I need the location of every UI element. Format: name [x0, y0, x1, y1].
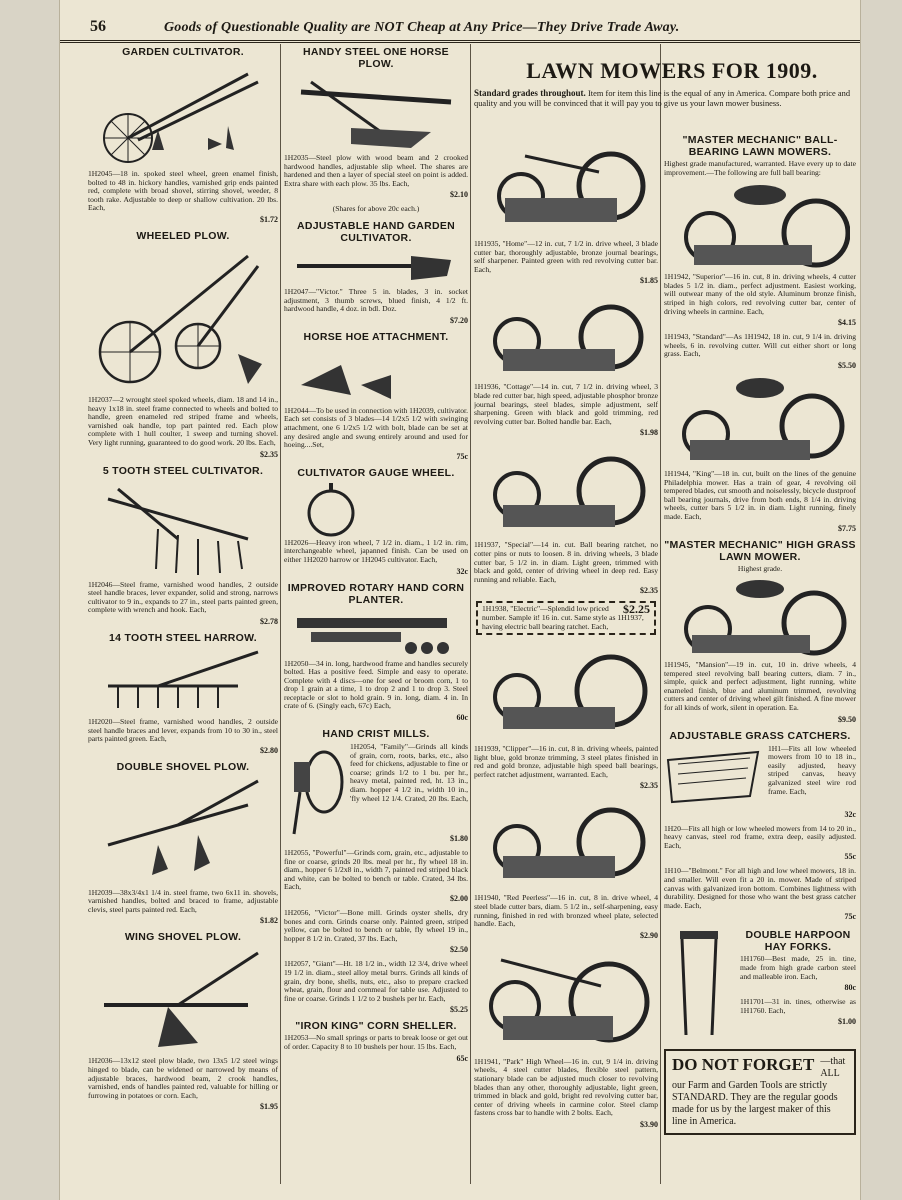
- item-description: 1H2055, "Powerful"—Grinds corn, grain, etc., adjustable to fine or coarse, grinds 20 lbs. meal per hr., fly wheel 18 in. diam., hopper 6 1/2x8 in., width 7, painted red striped black and white, can be bolted to bench or table. Crated, 34 lbs. Each,: [284, 848, 468, 892]
- item-price: $7.20: [450, 315, 468, 325]
- header-tagline: Goods of Questionable Quality are NOT Cheap at Any Price—They Drive Trade Away.: [164, 20, 680, 35]
- item-description: 1H20—Fits all high or low wheeled mowers from 14 to 20 in., heavy canvas, steel rod frame, extra deep, easily adjusted. Each,: [664, 823, 856, 850]
- item-description: 1H1760—Best made, 25 in. tine, made from high grade carbon steel and malleable iron. Each,: [740, 954, 856, 981]
- horse-hoe-illustration: [291, 345, 461, 405]
- item-price: $4.15: [838, 318, 856, 328]
- item-description: 1H2047—"Victor." Three 5 in. blades, 3 in. socket adjustment, 3 thumb screws, blued finish, 4 1/2 ft. hardwood handle, 4 doz. in bdl. Doz.: [284, 286, 468, 314]
- special-mower-illustration: [481, 443, 651, 539]
- item-price: $2.35: [260, 449, 278, 459]
- item-heading: HORSE HOE ATTACHMENT.: [303, 330, 449, 343]
- superior-mower-illustration: [670, 183, 850, 271]
- hand-cultivator-illustration: [291, 246, 461, 286]
- item-heading: HANDY STEEL ONE HORSE PLOW.: [303, 46, 449, 70]
- harrow-illustration: [98, 646, 268, 716]
- column-farm-tools: [88, 44, 278, 1184]
- intro-lead: Standard grades throughout.: [474, 88, 586, 98]
- page-number: 56: [90, 18, 106, 35]
- item-description: 1H1701—31 in. tines, otherwise as 1H1760. Each,: [740, 997, 856, 1015]
- item-description: 1H10—"Belmont." For all high and low wheel mowers, 18 in. and smaller. Will even fit a 20 in. mower. Made of striped canvas with galvanized iron bottom. Combines lightness with durability. Designed for those who want the best grass catcher made. Each,: [664, 866, 856, 910]
- item-heading: DOUBLE SHOVEL PLOW.: [116, 760, 250, 773]
- item-description: 1H2020—Steel frame, varnished wood handles, 2 outside steel handle braces and lever, expands from 10 to 30 in., steel parts painted green. Each,: [88, 716, 278, 744]
- item-price: 32c: [456, 566, 468, 576]
- item-description: 1H1936, "Cottage"—14 in. cut, 7 1/2 in. driving wheel, 3 blade red cutter bar, high speed, adjustable phosphor bronze journal bearings, steel blades, simple adjustment, self sharpening. Green with black and gold trimming, red revolving cutter bar. Bolted handle bar. Each,: [474, 382, 658, 426]
- item-description: 1H2054, "Family"—Grinds all kinds of grain, corn, roots, barks, etc., also feed for chickens, adjustable to fine or coarse; grinds 1/2 to 1 bu. per hr., heavy metal, painted red, ht. 13 in., diam. hopper 4 1/2 in., width 10 in., 'fly wheel 12 1/4. Crated, 20 lbs. Each,: [350, 742, 468, 803]
- item-heading: WHEELED PLOW.: [136, 229, 230, 242]
- item-description: 1H2056, "Victor"—Bone mill. Grinds oyster shells, dry bones and corn. Grinds coarse only. Painted green, striped yellow, can be bolted to bench or table, fly wheel 19 in., hopper 8 1/2 in. Crated, 37 lbs. Each,: [284, 908, 468, 943]
- item-description: 1H1937, "Special"—14 in. cut. Ball bearing ratchet, no cotter pins or nuts to loosen. 8 in. driving wheels, 3 blade cutter bar, 5 1/2 in. in diam. Light green, trimmed with black and gold, center of driving wheel in deep red. Easy running and reliable. Each,: [474, 540, 658, 584]
- electric-mower-callout: [476, 601, 656, 635]
- gauge-wheel-illustration: [291, 481, 461, 537]
- item-price: $1.72: [260, 214, 278, 224]
- one-horse-plow-illustration: [291, 72, 461, 152]
- park-mower-illustration: [481, 946, 651, 1056]
- hay-fork-illustration: [664, 927, 734, 1043]
- item-price: 65c: [456, 1053, 468, 1063]
- home-mower-illustration: [481, 134, 651, 238]
- item-description: 1H2046—Steel frame, varnished wood handles, 2 outside steel handle braces, lever expander, solid and strong, narrows cultivator to 9 in., expands to 27 in., steel parts painted green, complete with wrench and hook. Each,: [88, 579, 278, 615]
- column-rule: [470, 44, 471, 1184]
- item-heading: ADJUSTABLE HAND GARDEN CULTIVATOR.: [296, 219, 456, 244]
- item-price: $1.82: [260, 916, 278, 926]
- cottage-mower-illustration: [481, 291, 651, 381]
- item-price: $3.90: [640, 1120, 658, 1129]
- item-description: 1H1942, "Superior"—16 in. cut, 8 in. driving wheels, 4 cutter blades 5 1/2 in. diam., perfect adjustment. Easiest working, will outwear many of the old style. Aluminum bronze finish, striped in high colors, red revolving cutter bar, center of driving wheels in carmine. Each,: [664, 272, 856, 316]
- item-price: $2.00: [450, 894, 468, 904]
- mansion-mower-illustration: [670, 579, 850, 659]
- item-description: 1H1943, "Standard"—As 1H1942, 18 in. cut, 9 1/4 in. driving wheels, 6 in. revolving cutter. Will cut either short or long grass. Each,: [664, 332, 856, 359]
- column-rule: [660, 44, 661, 1184]
- item-heading: CULTIVATOR GAUGE WHEEL.: [297, 466, 455, 479]
- item-description: 1H1939, "Clipper"—16 in. cut, 8 in. driving wheels, painted light blue, gold bronze trimming, 3 steel plates finished in red and gold bronze, adjustable high speed ball bearings, perfect ratchet adjustment, warranted. Each,: [474, 744, 658, 779]
- item-description: 1H2044—To be used in connection with 1H2039, cultivator. Each set consists of 3 blades—14 1/2x5 1/2 with swinging attachment, one 6 1/2x5 1/2 with bolt, blade can be set at any desired angle and swung entirely around and used for hoeing....Set,: [284, 405, 468, 450]
- item-price: $9.50: [838, 714, 856, 724]
- wing-shovel-plow-illustration: [98, 945, 268, 1055]
- item-description: 1H2053—No small springs or parts to break loose or get out of order. Capacity 8 to 10 bushels per hour. 15 lbs. Each,: [284, 1033, 468, 1051]
- item-description: 1H1940, "Red Peerless"—16 in. cut, 8 in. drive wheel, 4 steel blade cutter bars, diam. 5 1/2 in., self-sharpening, easy running, finished in red with bronzed wheel plate, selected handle. Each,: [474, 893, 658, 929]
- item-price: $2.10: [450, 190, 468, 200]
- item-price: 75c: [456, 451, 468, 461]
- wheeled-plow-illustration: [98, 244, 268, 394]
- garden-cultivator-illustration: [98, 60, 268, 168]
- item-description: 1H2037—2 wrought steel spoked wheels, diam. 18 and 14 in., heavy 1x18 in. steel frame connected to wheels and bolted to handle, green enameled red striped frame and wheels, varnished oak handle, top part painted red. Each plow complete with 1 hull coulter, 1 sweep and turning shovel. Very light running, guaranteed to do good work. 20 lbs. Each,: [88, 394, 278, 447]
- item-price: $1.80: [450, 834, 468, 844]
- corn-planter-illustration: [291, 608, 461, 658]
- section-title: LAWN MOWERS FOR 1909.: [526, 58, 818, 83]
- item-note: (Shares for above 20c each.): [332, 204, 420, 214]
- item-heading: WING SHOVEL PLOW.: [124, 931, 242, 944]
- item-price: 55c: [844, 852, 856, 862]
- item-heading: "MASTER MECHANIC" HIGH GRASS LAWN MOWER.: [664, 538, 856, 563]
- item-price: 60c: [456, 713, 468, 723]
- item-price: $5.25: [450, 1005, 468, 1015]
- red-peerless-mower-illustration: [481, 796, 651, 892]
- column-rule: [280, 44, 281, 1184]
- item-heading: DOUBLE HARPOON HAY FORKS.: [745, 929, 851, 954]
- grass-catcher-illustration: [664, 744, 764, 814]
- item-heading: "IRON KING" CORN SHELLER.: [295, 1020, 457, 1033]
- item-heading: IMPROVED ROTARY HAND CORN PLANTER.: [287, 581, 465, 606]
- item-description: 1H1944, "King"—18 in. cut, built on the lines of the genuine Philadelphia mower. Has a train of gear, 4 revolving oil tempered blades, cut smooth and noiselessly, bicycle dustproof ball bearing journals, drive from both ends, 8 1/4 in. driving wheels, cutter bars 5 1/2 in. in diam. Light running, finely made. Each,: [664, 468, 856, 521]
- item-price: $2.35: [640, 586, 658, 596]
- item-price: $2.35: [640, 781, 658, 791]
- item-price: $1.85: [640, 276, 658, 286]
- item-description: 1H2050—34 in. long, hardwood frame and handles securely bolted. Has a positive feed. Simple and easy to operate. Complete with 4 discs—one for seed or broom corn, 1 to drop 1 grain at a time, 1 to drop 2 and 1 to drop 3. Steel receptacle or slot to hold grain. 9 in. long, diam. 4 in. In crate of 6. (Singly each, 67c) Each,: [284, 658, 468, 711]
- item-price: $5.50: [838, 360, 856, 370]
- item-price: 32c: [844, 809, 856, 819]
- item-price: $1.95: [260, 1102, 278, 1112]
- item-description: 1H2039—38x3/4x1 1/4 in. steel frame, two 6x11 in. shovels, varnished handles, bolted and braced to frame, adjustable clevis, steel parts painted red. Each,: [88, 887, 278, 914]
- item-heading: GARDEN CULTIVATOR.: [122, 46, 244, 58]
- item-price: $2.25: [623, 602, 650, 617]
- item-description: 1H2036—13x12 steel plow blade, two 13x5 1/2 steel wings hinged to blade, can be widened or narrowed by means of adjustable braces, hardwood beam, 2 crook handles, varnished, ends of handles painted red, valuable for hilling or furrowing in potatoes or corn. Each,: [88, 1056, 278, 1100]
- item-price: $2.80: [260, 745, 278, 755]
- item-description: 1H2057, "Giant"—Ht. 18 1/2 in., width 12 3/4, drive wheel 19 1/2 in. diam., steel alloy metal burrs. Grinds all kinds of grain, dry bone, shells, nuts, etc., also to prepare cracked wheat, grain, flour and cornmeal for table use. Adjusted to fine or coarse. Grinds 1 1/2 to 2 bushels per hr. Each,: [284, 959, 468, 1003]
- king-mower-illustration: [670, 376, 850, 468]
- item-price: $7.75: [838, 523, 856, 533]
- item-description: 1H1935, "Home"—12 in. cut, 7 1/2 in. drive wheel, 3 blade cutter bar, thoroughly adjustable, bronze journal bearings, self sharpener. Painted green with red revolving cutter bar. Each,: [474, 239, 658, 274]
- item-description: 1H1941, "Park" High Wheel—16 in. cut, 9 1/4 in. driving wheels, 4 steel cutter blades, flexible steel pattern, stationary blade can be adjusted much closer to revolving blades than any other, thoroughly adjustable, light green, trimmed in black and gold, bright red revolving cutter bar, center of driving wheels in carmine color. Steel clamp fastens cross bar to handle with 2 bolts. Each,: [474, 1056, 658, 1118]
- lawn-mower-intro: [474, 50, 850, 126]
- notice-lead: DO NOT FORGET: [672, 1055, 815, 1075]
- intro-text: Item for item this line is the equal of any in America. Compare both price and quality and you will be convinced that it will pay you to give us your lawn mower business.: [474, 89, 850, 108]
- section-intro: Highest grade manufactured, warranted. Have every up to date improvement.—The following are full ball bearing:: [664, 159, 856, 177]
- clipper-mower-illustration: [481, 643, 651, 743]
- item-description: 1H2045—18 in. spoked steel wheel, green enamel finish, bolted to 48 in. hickory handles, varnished grip ends painted red, complete with broad shovel, stirring shovel, weeder, 8 tooth rake. Adjustable to deep or shallow cultivation. 20 lbs. Each,: [88, 169, 278, 213]
- item-price: 75c: [844, 912, 856, 922]
- five-tooth-cultivator-illustration: [98, 479, 268, 579]
- item-description: 1H1—Fits all low wheeled mowers from 10 to 18 in., easily adjusted, heavy striped canvas, heavy galvanized steel wire rod frame. Each,: [768, 743, 856, 796]
- item-heading: "MASTER MECHANIC" BALL-BEARING LAWN MOWERS.: [682, 134, 838, 158]
- item-subheading: Highest grade.: [737, 563, 783, 573]
- section-intro: [474, 88, 850, 109]
- item-price: $2.90: [640, 930, 658, 940]
- item-description: 1H2035—Steel plow with wood beam and 2 crooked hardwood handles, adjustable slip wheel. The shares are hardened and then a layer of special steel on point is added. Extra share with each plow. 35 lbs. Each,: [284, 153, 468, 188]
- item-description: 1H1938, "Electric"—Splendid low priced number. Sample it! 16 in. cut. Same style as 1H1937, having electric ball bearing ratchet. Each,: [482, 604, 644, 631]
- item-heading: ADJUSTABLE GRASS CATCHERS.: [669, 729, 851, 742]
- notice-text: —that ALL our Farm and Garden Tools are strictly STANDARD. They are the regular goods made for us by the largest maker of this line in America.: [672, 1056, 846, 1128]
- item-price: $1.98: [640, 428, 658, 438]
- column-master-mechanic: [664, 132, 856, 1184]
- item-description: 1H1945, "Mansion"—19 in. cut, 10 in. drive wheels, 4 tempered steel revolving ball bearing cutters, diam. 7 in., simple, quick and perfect adjustment, light running, white enameled finish, blue and aluminum trimmed, revolving cutters and center of driving wheel gilt finished. A fine mower for all kinds of work, silent in operation. Ea.: [664, 660, 856, 713]
- do-not-forget-notice: [664, 1049, 856, 1135]
- family-mill-illustration: [284, 742, 346, 838]
- item-price: $2.78: [260, 616, 278, 626]
- item-price: $2.50: [450, 945, 468, 955]
- item-price: 80c: [844, 983, 856, 993]
- column-lawn-mowers: [474, 132, 658, 1184]
- column-hand-tools: [284, 44, 468, 1184]
- item-description: 1H2026—Heavy iron wheel, 7 1/2 in. diam., 1 1/2 in. rim, interchangeable wheel, japanned finish. Can be used on either 1H2020 harrow or 1H2045 cultivator. Each,: [284, 537, 468, 564]
- catalog-page: [60, 0, 860, 1200]
- page-header: [60, 0, 860, 43]
- item-heading: 14 TOOTH STEEL HARROW.: [109, 631, 257, 644]
- section-heading: HAND CRIST MILLS.: [322, 728, 430, 741]
- double-shovel-plow-illustration: [98, 775, 268, 887]
- item-heading: 5 TOOTH STEEL CULTIVATOR.: [102, 464, 264, 477]
- item-price: $1.00: [838, 1017, 856, 1027]
